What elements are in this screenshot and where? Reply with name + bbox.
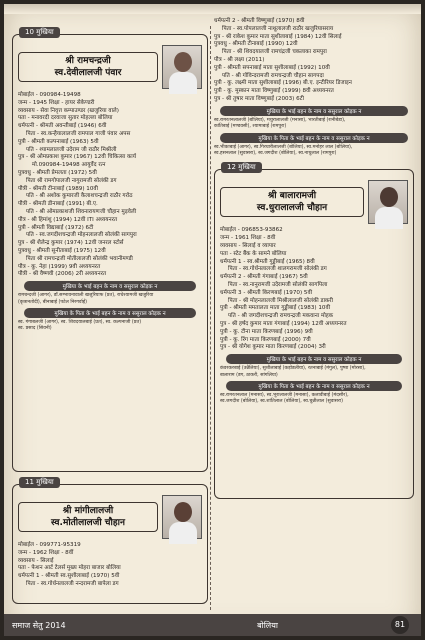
info-line: पुत्रवधु - श्रीमती प्रेमलता (1972) 5वी: [18, 169, 97, 176]
info-line: पति - श्यामलालजी उदेराम जी राठौर मिश्रीली: [26, 146, 117, 153]
section-tag-10: 10 मुखिया: [19, 27, 60, 38]
head-name-box-11: [18, 502, 158, 532]
info-line: धर्मपत्नी - श्रीमती अवन्तीबाई (1946) 6वी: [18, 123, 107, 130]
head-photo-12: [368, 180, 408, 224]
info-line: पुत्र - श्री शैलेन्द्र कुमार (1974) 12वी जनरल स्टोर्स: [18, 240, 124, 247]
siblings-heading: मुखिया के भाई बहन के नाम व ससुराल कोड़क न: [24, 281, 196, 291]
head-father-name-10: स्व.देवीलालजी पंवार: [54, 68, 122, 78]
info-line: पुत्रवधु - श्रीमती टीनाबाई (1990) 12वी: [214, 41, 298, 48]
info-line: धर्मपत्नी 2 - श्रीमती गंगाबाई (1967) 5वी: [220, 274, 308, 281]
column-divider: [210, 26, 211, 610]
head-photo-10: [162, 45, 202, 89]
info-line: पुत्री - कु. मुस्कान माता विष्णुबाई (1999) 8वी अध्ययनरत: [214, 88, 334, 95]
family-section-11: [12, 478, 208, 604]
footer-publication: समाज सेतु 2014: [12, 620, 66, 630]
father-siblings-text: स्व.हसनलाल (सुवासरा), स्व.जगदीश (बोलिया), स्व.नाथुलाल (रामपुरा): [214, 150, 337, 156]
info-line: पिता - श्री मोहनलालजी मिश्रीलालजी सोलंकी डाकरी: [228, 297, 333, 304]
info-line: धर्मपत्नी 1 - स्व.श्रीमती गुड्डीबाई (1965) 8वी: [220, 258, 315, 265]
info-line: पति - स्व.जगदीशचन्द्रजी मोहनलालजी सोलंकी सागपुरा: [26, 232, 137, 239]
info-line: पता - मनावरदी दरवाजा सुतार मोहल्ला बोलिया: [18, 115, 113, 122]
father-siblings-heading: मुखिया के पिता के भाई बहन के नाम व ससुराल कोड़क न: [24, 308, 196, 318]
head-photo-11: [162, 495, 202, 539]
info-line: पुत्री - कु. लक्ष्मी माता सुशीलाबाई (1996) बी.ए. इन्टीरियर डिजाइन: [214, 80, 352, 87]
info-line: व्यवसाय - सेवा निवृत्त कम्पाउण्डर (खजुरिया वाले): [18, 107, 119, 114]
footer-place: बोलिया: [257, 620, 278, 630]
siblings-text: (कृत्रानतोदी), बीनाबाई (पटेल निरगर्वाई): [18, 299, 88, 305]
info-line: पुत्रवधु - श्रीमती सुनीताबाई (1975) 12वी: [18, 247, 106, 254]
family-section-12: [214, 163, 414, 499]
father-siblings-text: स्व.रामरतनलाल (मनासा), स्व.भूरालालजी (मनासा), कलावीबाई (मंदसौर),: [220, 392, 349, 398]
siblings-text: कांतिबाई (मण्डवसी), श्यामाबाई (रामपुरा): [214, 124, 287, 130]
section-tag-12: 12 मुखिया: [221, 162, 262, 173]
info-line: पौत्र - श्री लक्ष्य (2011): [214, 56, 265, 63]
info-line: पिता श्री रामचन्द्रजी मोतीलालजी सोलंकी भवानीमण्डी: [26, 255, 133, 262]
info-line: व्यवसाय - सिलाई व व्यापार: [220, 242, 276, 249]
head-name-box-10: [18, 52, 158, 82]
siblings-text: स्व.रामरतनलालजी (बोलिया), मथुरालालजी (मनासा), भारतीबाई (रानीबेडा),: [214, 117, 346, 123]
member-list-11: [18, 542, 202, 589]
member-list-10: [18, 92, 202, 279]
siblings-heading: मुखिया के भाई बहन के नाम व ससुराल कोड़क न: [220, 106, 408, 116]
info-line: धर्मपत्नी 1 - श्रीमती स्व.सुशीलाबाई (1970) 5वी: [18, 573, 120, 580]
father-siblings-text: स्व.जगदीश (बोलिया), स्व.शांतिलाल (बोलिया), स्व.चुन्नीलाल (सुवासरा): [220, 399, 343, 405]
continuation-section-11: [214, 18, 414, 157]
siblings-text: कंवरकरबाई (उन्नैलिया), सुशीलाबाई (कड़ोडलीया), रतनाबाई (मंगुल), पुष्पा (मोरसा),: [220, 366, 366, 372]
info-line: पति - श्री जगदीशचन्द्रजी रामचन्द्रजी मकवाना मोहक: [228, 313, 334, 320]
info-line: धर्मपत्नी 3 - श्रीमती किरणबाई (1970) 5वी: [220, 289, 313, 296]
info-line: जन्म - 1962 शिक्षा - 8वीं: [18, 549, 74, 556]
info-line: पुत्री - कु. रिंग माता किरणबाई (2000) 7वी: [220, 336, 311, 343]
info-line: पुत्री - श्रीमती विद्याबाई (1972) 6टी: [18, 224, 94, 231]
head-father-name-11: स्व.मोतीलालजी चौहान: [51, 518, 125, 528]
left-column: [12, 28, 208, 612]
info-line: पुत्री - श्रीमती सपनाबाई माता सुशीलाबाई (1992) 10वी: [214, 64, 330, 71]
head-row-12: [220, 180, 408, 224]
father-siblings-heading: मुखिया के पिता के भाई बहन के नाम व ससुराल कोड़क न: [226, 381, 402, 391]
info-line: जन्म - 1945 शिक्षा - हायर सेकेण्डरी: [18, 99, 95, 106]
info-line: पति - श्री गोविन्दरामजी रामचन्द्रजी चौहान सागपदा: [222, 72, 324, 79]
info-line: पिता श्री रामगोपालजी नागुरामजी सोलंकी डग: [26, 177, 117, 184]
siblings-heading: मुखिया के भाई बहन के नाम व ससुराल कोड़क न: [226, 354, 402, 364]
info-line: मो.090984-19498 आयुर्वेद रत्न: [32, 162, 106, 169]
info-line: मोबाईल - 090984-19498: [18, 92, 81, 98]
father-siblings-heading: मुखिया के पिता के भाई बहन के नाम व ससुराल कोड़क न: [220, 133, 408, 143]
info-line: मोबाईल - 099771-95319: [18, 542, 81, 548]
info-line: पुत्री - कु. टीना माता किरणबाई (1996) 9वी: [220, 328, 313, 335]
head-row-11: [18, 495, 202, 539]
father-siblings-text: स्व.भीकाबाई (आगर), स्व.गिरधारीलालजी (बोलिया), स्व.मनोहर लाल (बोलिया),: [214, 144, 353, 150]
info-line: पुत्र - श्री योगेश कुमार माता किरणबाई (2004) 3री: [220, 344, 326, 351]
head-father-name-12: स्व.धुरालालजी चौहान: [256, 203, 328, 214]
info-line: मोबाईल - 096853-93862: [220, 227, 283, 234]
info-line: पता - फेशन आर्ट टेलर्स मुख्य मोहरा बाजार बोलिया: [18, 565, 121, 572]
info-line: पौत्री - श्रीमती टीनाबाई (1989) 10वी: [18, 185, 98, 192]
page-top-edge: [4, 4, 421, 14]
right-column: [214, 18, 414, 612]
info-line: पिता - स्व.नानुरामजी उदेरामजी सोलंकी सागपिला: [228, 281, 328, 288]
info-line: पुत्र - श्री हर्षद कुमार माता गंगाबाई (1994) 12वी अध्ययनरत: [220, 320, 347, 327]
info-line: जन्म - 1961 शिक्षा - 8वी: [220, 235, 276, 242]
document-page: [4, 4, 421, 636]
info-line: पौत्री - श्री वैष्णवी (2006) 2री अध्ययनरत: [18, 271, 107, 278]
info-line: पुत्री - श्रीमती ममतालता माता गुड्डीबाई (1983) 10वी: [220, 305, 331, 312]
info-line: धर्मपत्नी 2 - श्रीमती विष्णुबाई (1970) 8वी: [214, 18, 305, 24]
father-siblings-text: स्व. प्रसाद (सिवनी): [18, 326, 52, 332]
info-line: पति - श्री ओमप्रकाशजी शिवनारायणजी चौहान मुड़वेली: [26, 208, 137, 215]
siblings-text: रामचन्दजी (आगर), डॉ.सम्भावनावाली खजुरियाफ (प्रत), राधेश्यामजी खजुरिया: [18, 293, 154, 299]
head-name-11: श्री मांगीलालजी: [62, 506, 114, 516]
info-line: पिता - श्री शिवदयालजी रामचंद्रजी चकलाका रामपुरा: [222, 49, 327, 56]
member-list-12: [220, 227, 408, 352]
info-line: पुत्र - श्री राकेश कुमार माता सुशीलाबाई (1984) 12वी सिलाई: [214, 33, 342, 40]
info-line: व्यवसाय - सिलाई: [18, 557, 54, 564]
info-line: पिता - स्व.गोर्धनलालजी नन्दरामजी बापेला डग: [26, 580, 119, 587]
info-line: पिता - स्व.कन्हैयालालजी रामपाल गाजी पंवार अपस: [26, 130, 131, 137]
info-line: पति - श्री अशोक कुमारजी कैलाशचन्द्रजी राठौर गरोठ: [26, 193, 133, 200]
info-line: पिता - स्व.गोर्धनलालजी शालगरामजी सोलंकी डग: [228, 266, 327, 273]
father-siblings-text: स्व. गंगाबलजी (आगर), स्व. शिवदयालबाई (प्रत), स्व. कल्पनाजी (प्रत): [18, 319, 142, 325]
head-name-10: श्री रामचन्द्रजी: [65, 56, 111, 66]
info-line: पौत्र - श्री हिमांशु (1994) 12वी ITI अध्ययनरत: [18, 216, 118, 223]
section-tag-11: 11 मुखिया: [19, 477, 60, 488]
info-line: पौत्री - श्रीमती डीनाबाई (1991) बी.ए.: [18, 201, 98, 208]
page-footer: [4, 614, 421, 636]
head-name-box-12: [220, 187, 364, 217]
page-number: 81: [391, 616, 409, 634]
siblings-text: बालाराम (डग, ठाकरी, सांगलिया): [220, 372, 278, 378]
info-line: पता - स्टेट बैंक के सामने बोलिया: [220, 250, 287, 257]
head-row-10: [18, 45, 202, 89]
info-line: पुत्र - श्री तुषार माता विष्णुबाई (2003) 6टी: [214, 95, 304, 102]
info-line: पुत्री - श्रीमती कल्पनाबाई (1963) 5वी: [18, 138, 99, 145]
info-line: पौत्र - कु. नेहा (1999) 9वी अध्ययनरत: [18, 263, 101, 270]
info-line: पिता - स्व.पोपलालजी नाथूलालजी राठौर खजुरियासराय: [222, 25, 334, 32]
head-name-12: श्री बालारामजी: [267, 191, 317, 202]
info-line: पुत्र - श्री ओमप्रकाश कुमार (1967) 12वी चिकित्सा कार्य: [18, 154, 136, 161]
family-section-10: [12, 28, 208, 472]
